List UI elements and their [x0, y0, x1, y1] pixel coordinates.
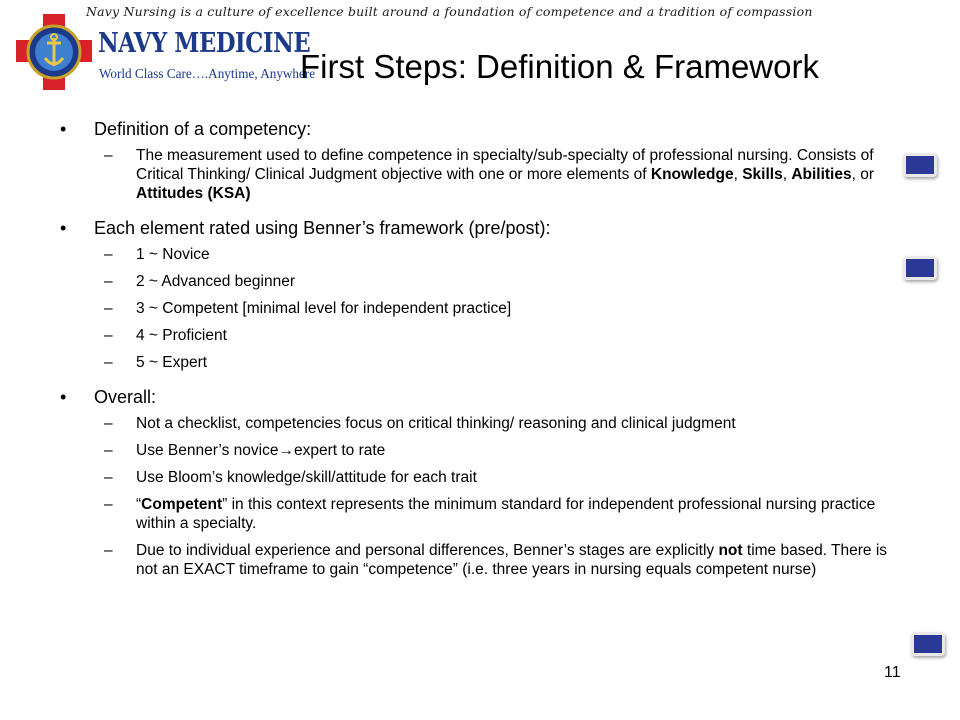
sub-bullet	[58, 245, 898, 264]
sub-bullet	[58, 495, 898, 533]
nav-button-icon	[906, 259, 934, 277]
dash-marker: –	[104, 300, 113, 317]
sub-bullet	[58, 326, 898, 345]
bold-text: Competent	[141, 496, 223, 513]
text-run: “	[136, 496, 142, 513]
page-number: 11	[884, 664, 901, 681]
text-run: 4 ~ Proficient	[136, 327, 227, 344]
text-run: 1 ~ Novice	[136, 246, 210, 263]
dash-marker: –	[104, 273, 113, 290]
dash-marker: –	[104, 415, 113, 432]
text-run: 3 ~ Competent [minimal level for independent practice]	[136, 300, 512, 317]
dash-marker: –	[104, 327, 113, 344]
bold-text: not	[718, 542, 743, 559]
logo-brand-text: NAVY MEDICINE	[98, 28, 311, 59]
sub-bullet	[58, 441, 898, 460]
dash-marker: –	[104, 354, 113, 371]
text-run: Use Bloom’s knowledge/skill/attitude for each trait	[136, 469, 477, 486]
nav-button-icon	[906, 156, 934, 174]
text-run: Due to individual experience and personal differences, Benner’s stages are explicitly	[136, 542, 719, 559]
bold-text: Abilities	[791, 166, 852, 183]
text-run: , or	[851, 166, 875, 183]
dash-marker: –	[104, 469, 113, 486]
header-motto: Navy Nursing is a culture of excellence built around a foundation of competence and a tradition of compassion	[86, 4, 813, 19]
slide-title: First Steps: Definition & Framework	[300, 48, 819, 85]
nav-button[interactable]	[903, 256, 937, 280]
navy-medicine-logo	[8, 10, 316, 90]
text-run: Not a checklist, competencies focus on critical thinking/ reasoning and clinical judgment	[136, 415, 736, 432]
text-run: ” in this context represents the minimum standard for independent professional nursing practice within a specialty.	[136, 496, 876, 532]
navy-medicine-seal-icon	[16, 14, 92, 90]
bullet-heading: • Overall:	[58, 386, 898, 408]
sub-bullet	[58, 541, 898, 579]
dash-marker: –	[104, 542, 113, 559]
bullet-section	[58, 386, 898, 579]
nav-button[interactable]	[903, 153, 937, 177]
bold-text: Skills	[742, 166, 783, 183]
bullet-heading: • Definition of a competency:	[58, 118, 898, 140]
sub-bullet	[58, 299, 898, 318]
text-run: Use Benner’s novice	[136, 442, 279, 459]
sub-bullet	[58, 414, 898, 433]
slide-body	[58, 118, 898, 593]
sub-bullet	[58, 353, 898, 372]
sub-bullet	[58, 272, 898, 291]
text-run: 2 ~ Advanced beginner	[136, 273, 296, 290]
nav-button[interactable]	[911, 632, 945, 656]
dash-marker: –	[104, 442, 113, 459]
sub-bullet	[58, 146, 898, 203]
text-run: The measurement used to define competence in specialty/sub-specialty of professional nursing. Consists of Critical Thinking/ Clinical Judgment objective with one or more elements of	[136, 147, 874, 183]
logo-tagline: World Class Care….Anytime, Anywhere	[99, 66, 316, 81]
bullet-section	[58, 217, 898, 372]
text-run: expert to rate	[293, 442, 386, 459]
bold-text: Attitudes (KSA)	[136, 185, 251, 202]
text-run: time based. There is not an EXACT timeframe to gain “competence” (i.e. three years in nursing equals competent nurse)	[136, 542, 888, 578]
dash-marker: –	[104, 147, 113, 164]
text-run: 5 ~ Expert	[136, 354, 208, 371]
dash-marker: –	[104, 496, 113, 513]
text-run: ,	[733, 166, 743, 183]
bullet-section	[58, 118, 898, 203]
sub-bullet	[58, 468, 898, 487]
bold-text: Knowledge	[650, 166, 734, 183]
text-run: ,	[782, 166, 792, 183]
bold-text: →	[278, 442, 294, 459]
bullet-heading: • Each element rated using Benner’s framework (pre/post):	[58, 217, 898, 239]
dash-marker: –	[104, 246, 113, 263]
nav-button-icon	[914, 635, 942, 653]
